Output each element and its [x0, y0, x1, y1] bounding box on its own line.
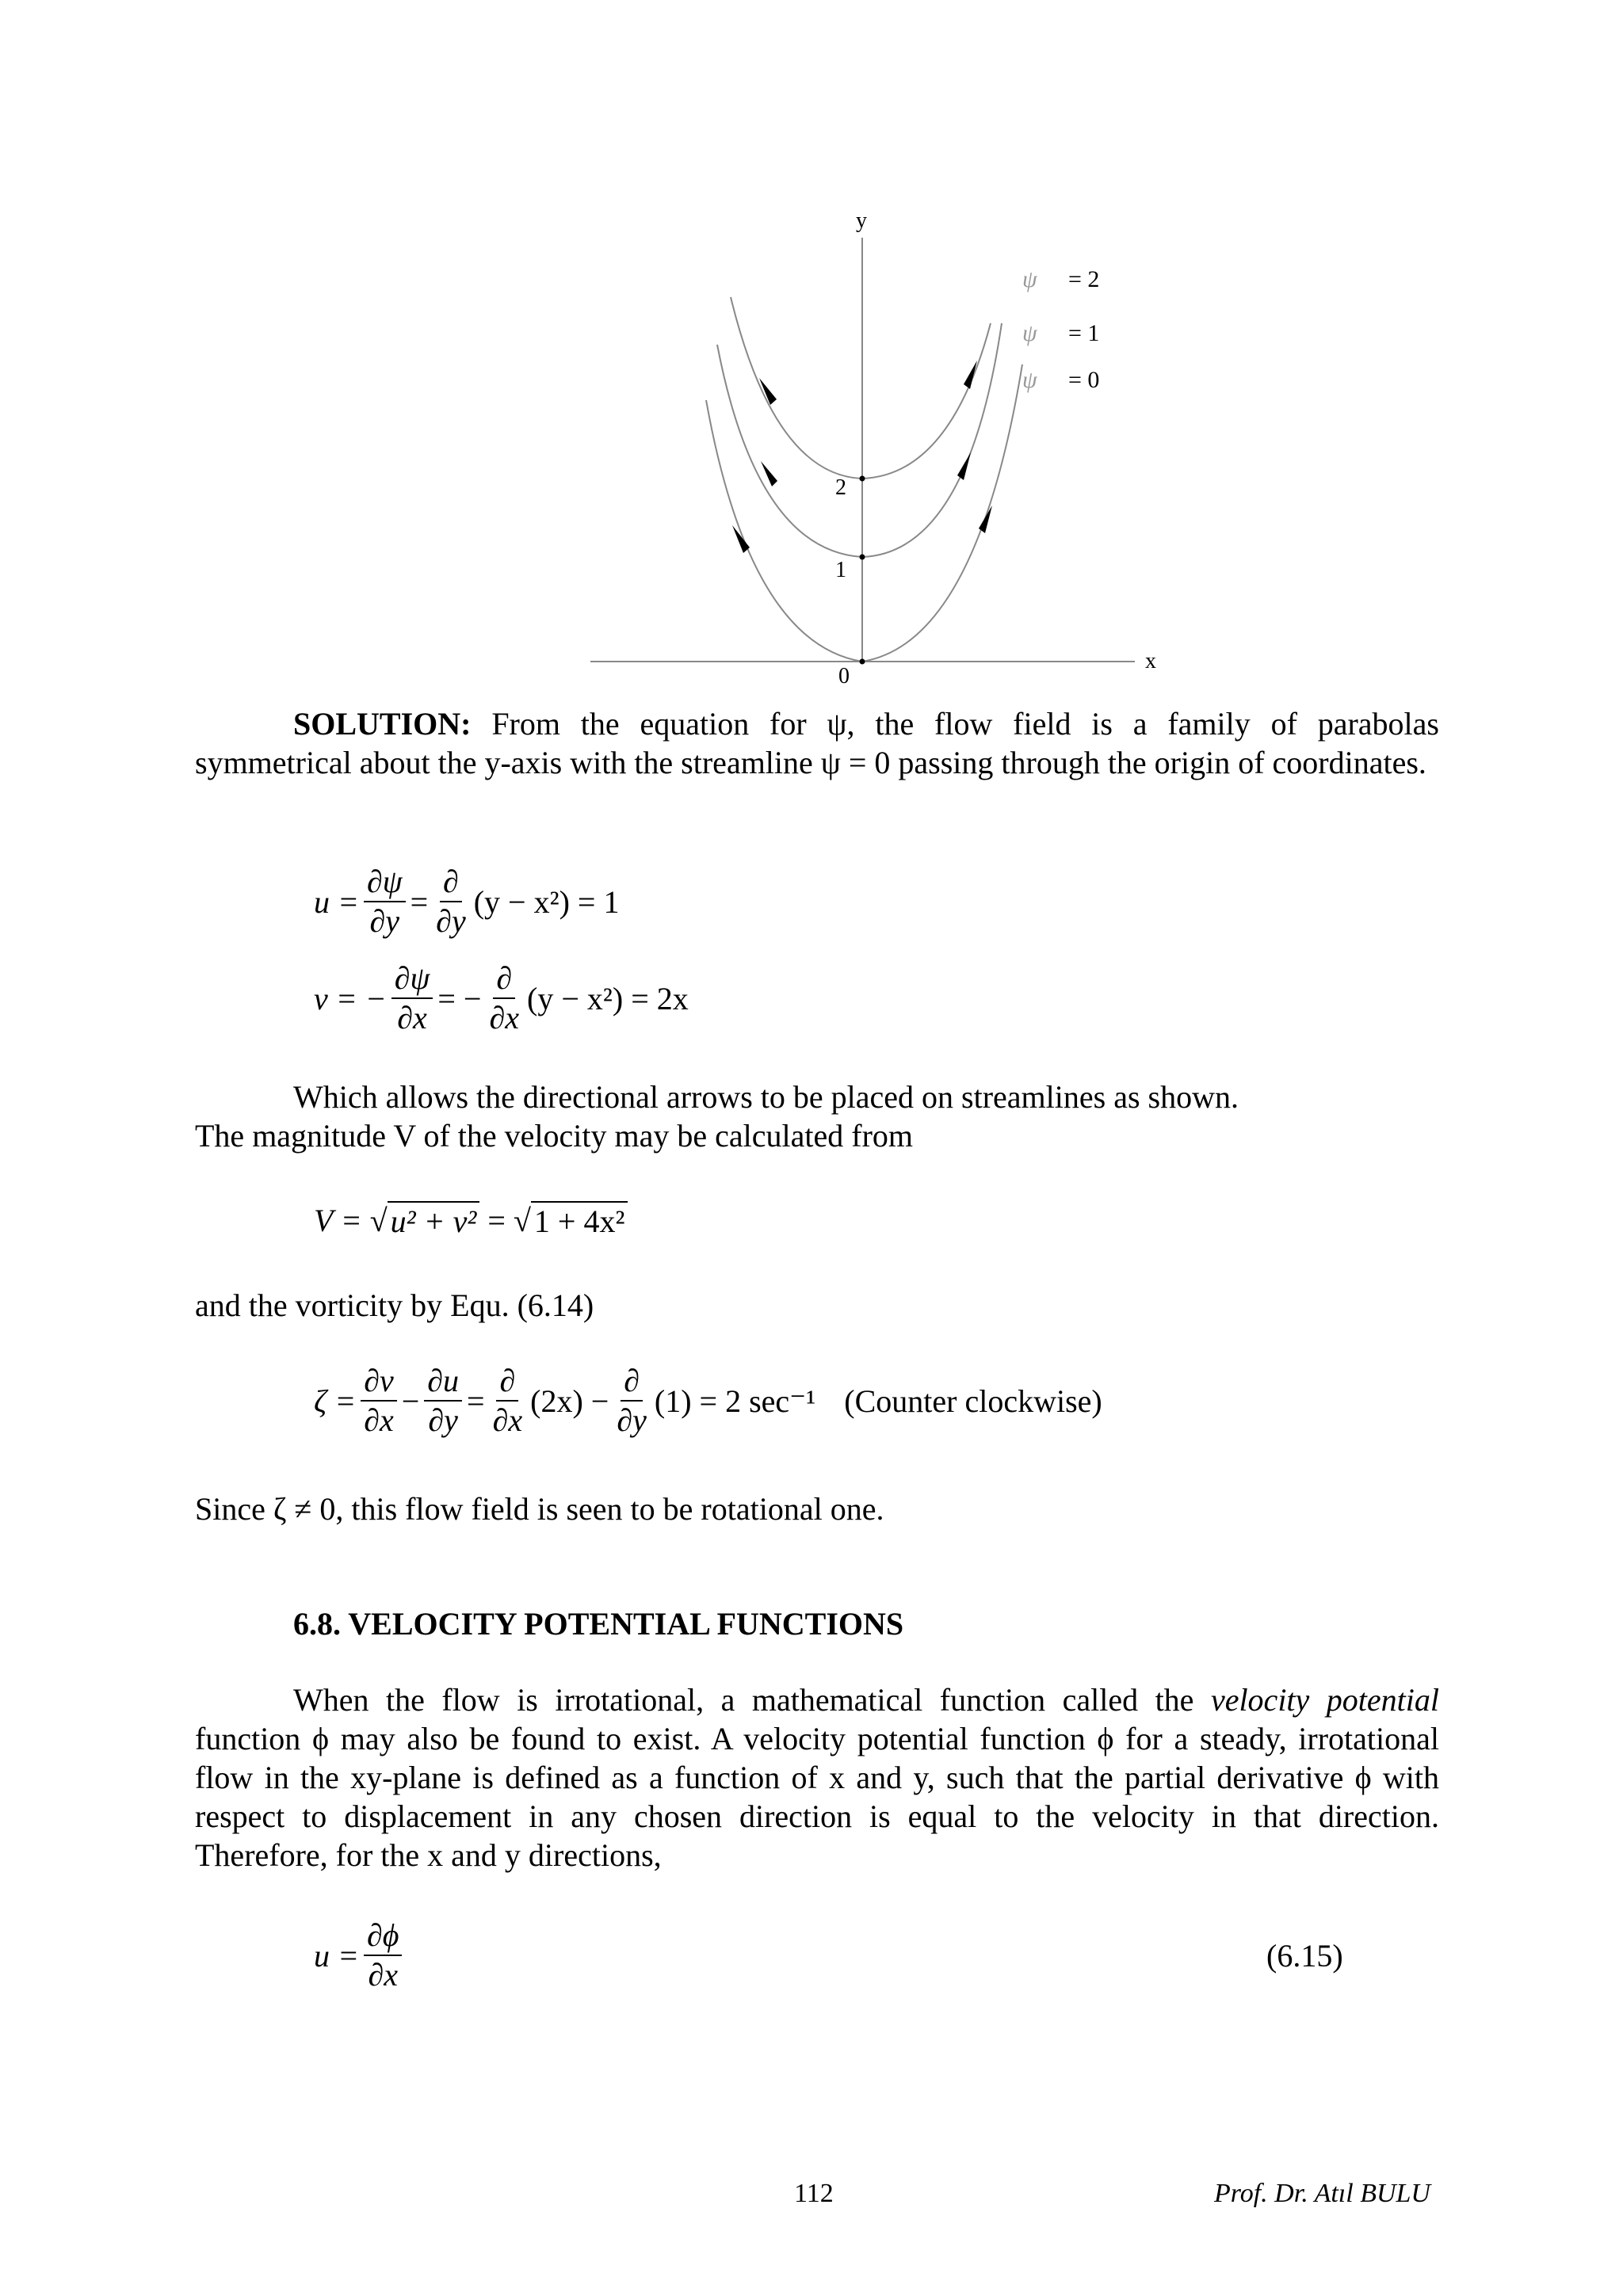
eq-u-f2-den: ∂y — [436, 903, 466, 939]
axis-label-y: y — [856, 208, 867, 233]
psi-symbol: ψ — [1022, 320, 1037, 346]
origin-label: 0 — [838, 664, 850, 688]
arrow-icon — [732, 525, 750, 553]
eq-V-r2: 1 + 4x² — [531, 1201, 628, 1240]
eq-v-f2-num: ∂ — [493, 961, 515, 999]
tick-label-1: 1 — [835, 558, 846, 582]
eq-u-lhs: u = — [314, 883, 359, 920]
psi-symbol: ψ — [1022, 367, 1037, 393]
streamline-figure — [555, 198, 1189, 705]
equation-vorticity — [314, 1363, 1102, 1439]
vpf-text-before: When the flow is irrotational, a mathematical function called the — [293, 1682, 1211, 1718]
equation-magnitude: V = √ u² + v² = √ 1 + 4x² — [314, 1196, 628, 1244]
paragraph-magnitude: The magnitude V of the velocity may be calculated from — [195, 1118, 913, 1154]
equation-number: (6.15) — [1266, 1938, 1343, 1974]
eq-u-f1-den: ∂y — [369, 903, 400, 939]
streamline-psi-1 — [717, 323, 1002, 557]
streamline-psi-2 — [731, 297, 991, 479]
eq-v-f1-num: ∂ψ — [391, 961, 433, 999]
eq-zeta-f3-num: ∂ — [496, 1363, 518, 1402]
eq-V-lhs: V = — [314, 1202, 362, 1238]
eq-v-lhs: v = − — [314, 980, 387, 1016]
psi-symbol: ψ — [1022, 266, 1037, 292]
eq-v-f1-den: ∂x — [397, 1000, 427, 1035]
point-2 — [860, 476, 865, 482]
eq-v-f2-den: ∂x — [489, 1000, 520, 1035]
eq-v-body: (y − x²) = 2x — [527, 980, 689, 1016]
vpf-text-italic: velocity potential — [1210, 1682, 1439, 1718]
point-origin — [860, 659, 865, 665]
psi-value-2: = 2 — [1068, 266, 1100, 292]
eq-zeta-lhs: ζ = — [314, 1383, 357, 1419]
eq-zeta-f1-num: ∂v — [361, 1363, 397, 1402]
equation-u — [314, 864, 619, 940]
psi-value-0: = 0 — [1068, 367, 1100, 393]
solution-text: From the equation for ψ, the flow field is a family of parabolas symmetrical about the y-axis with the streamline ψ = 0 passing through the origin of coordinates. — [195, 706, 1439, 780]
eq-v-eq: = − — [437, 980, 482, 1016]
eq-zeta-f2-den: ∂y — [428, 1402, 458, 1438]
arrow-icon — [761, 461, 777, 486]
eq-615-num: ∂ϕ — [364, 1918, 402, 1956]
psi-value-1: = 1 — [1068, 320, 1100, 346]
arrow-icon — [957, 452, 971, 480]
eq-u-body: (y − x²) = 1 — [473, 883, 620, 920]
eq-615-den: ∂x — [368, 1957, 398, 1993]
page-number: 112 — [794, 2179, 834, 2208]
arrow-icon — [964, 360, 977, 389]
vpf-text-after: function ϕ may also be found to exist. A velocity potential function ϕ for a steady, irrotational flow in the xy-plane is defined as a function of x and y, such that the partial derivative ϕ with respect to displacement in any chosen direction is equal to the velocity in that direction. Therefore, for the x and y directions, — [195, 1721, 1439, 1873]
paragraph-velocity-potential — [195, 1680, 1439, 1875]
eq-zeta-f3-den: ∂x — [492, 1402, 523, 1438]
paragraph-arrows: Which allows the directional arrows to be placed on streamlines as shown. — [293, 1079, 1239, 1115]
eq-u-f2-num: ∂ — [440, 864, 462, 902]
paragraph-since: Since ζ ≠ 0, this flow field is seen to be rotational one. — [195, 1491, 884, 1527]
point-1 — [860, 555, 865, 560]
section-heading: 6.8. VELOCITY POTENTIAL FUNCTIONS — [293, 1606, 904, 1642]
eq-zeta-minus: − — [401, 1383, 420, 1419]
footer-author: Prof. Dr. Atıl BULU — [1214, 2179, 1430, 2208]
eq-zeta-f1-den: ∂x — [364, 1402, 394, 1438]
paragraph-vorticity: and the vorticity by Equ. (6.14) — [195, 1287, 594, 1323]
eq-615-lhs: u = — [314, 1937, 359, 1974]
equation-v — [314, 960, 689, 1036]
eq-zeta-eq: = — [467, 1383, 485, 1419]
eq-zeta-f4-num: ∂ — [621, 1363, 643, 1402]
eq-zeta-f2-num: ∂u — [424, 1363, 462, 1402]
arrow-icon — [979, 505, 992, 533]
eq-zeta-f4-den: ∂y — [617, 1402, 647, 1438]
eq-zeta-note: (Counter clockwise) — [844, 1383, 1102, 1419]
eq-V-r1: u² + v² — [388, 1201, 480, 1240]
eq-u-eq: = — [410, 883, 429, 920]
eq-zeta-tail: (1) = 2 sec⁻¹ — [654, 1383, 816, 1419]
eq-u-f1-num: ∂ψ — [364, 864, 406, 902]
streamline-psi-0 — [706, 364, 1022, 662]
equation-6-15 — [314, 1917, 407, 1993]
tick-label-2: 2 — [835, 475, 846, 500]
solution-heading: SOLUTION: — [293, 706, 472, 742]
axis-label-x: x — [1145, 649, 1156, 673]
solution-paragraph — [195, 704, 1439, 782]
eq-zeta-mid: (2x) − — [530, 1383, 609, 1419]
eq-V-eq: = — [487, 1202, 506, 1238]
